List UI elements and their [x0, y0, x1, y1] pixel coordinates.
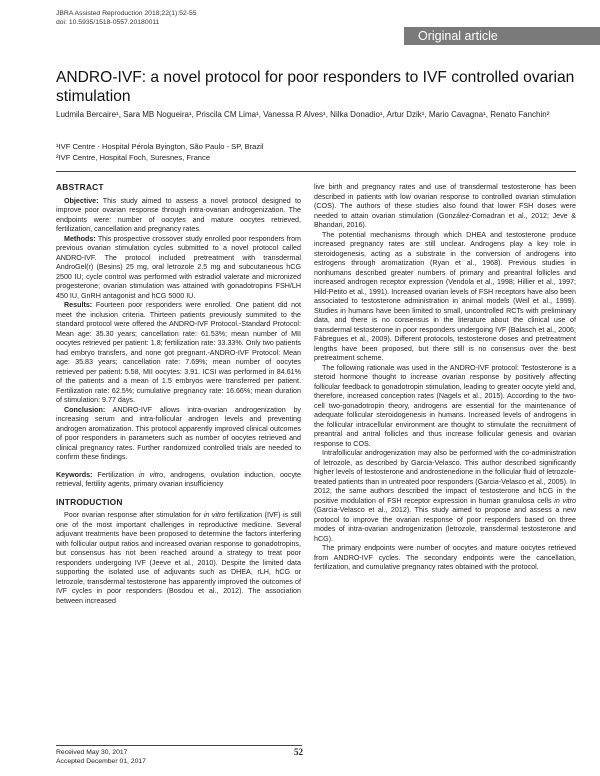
journal-citation: JBRA Assisted Reproduction 2018;22(1):52-55	[56, 10, 197, 17]
methods-text: This prospective crossover study enrolled poor responders from previous ovarian stimulation cycles submitted to a novel protocol called ANDRO-IVF. The protocol included pretreatment with transdermal AndroGel(r) (Besins) 25 mg, oral letrozole 2.5 mg and subcutaneous hCG 2500 IU; cycle control was performed with estradiol valerate and micronized progesterone; ovarian stimulation was attained with gonadotropins FSH/LH 450 IU, GnRH antagonist and hCG 5000 IU.	[56, 234, 301, 300]
header-divider	[56, 171, 576, 172]
introduction-paragraph-1	[56, 511, 301, 606]
affiliation-2: ²IVF Centre, Hospital Foch, Suresnes, France	[56, 152, 211, 162]
left-column	[56, 183, 301, 606]
abstract-heading: ABSTRACT	[56, 182, 104, 192]
methods-label: Methods:	[64, 234, 96, 243]
author-list: Ludmila Bercaire¹, Sara MB Nogueira¹, Priscila CM Lima¹, Vanessa R Alves¹, Nilka Donadio¹, Artur Dzik¹, Mario Cavagna¹, Renato Fanchin²	[56, 110, 550, 119]
footer-divider	[56, 745, 302, 746]
abstract-objective	[56, 197, 301, 235]
intro-italic: in vitro	[203, 511, 226, 519]
results-label: Results:	[64, 301, 93, 309]
keywords-pre: Fertilization	[97, 470, 140, 479]
abstract-conclusion	[56, 406, 301, 463]
journal-header	[56, 9, 197, 27]
received-dates	[56, 748, 146, 766]
conclusion-text: ANDRO-IVF allows intra-ovarian androgenization by increasing serum and intra-follicular androgen levels and preventing androgen aromatization. This protocol apparently improved clinical outcomes of poor responders in parameters such as number of oocytes retrieved and clinical pregnancy rates. Further randomized controlled trials are needed to confirm these findings.	[56, 405, 301, 461]
keywords-italic: in vitro	[139, 470, 164, 479]
p4-italic: in vitro	[554, 496, 576, 505]
introduction-heading: INTRODUCTION	[56, 496, 123, 507]
intro-text-a: Poor ovarian response after stimulation for	[64, 511, 204, 519]
journal-doi: doi: 10.5935/1518-0557.20180011	[56, 19, 160, 26]
right-paragraph-5: The primary endpoints were number of oocytes and mature oocytes retrieved from ANDRO-IVF cycles. The secondary endpoints were the cancellation, fertilization, and cumulative pregnancy rates obtained with the protocol.	[314, 544, 576, 571]
article-type-badge: Original article	[404, 27, 600, 45]
abstract-results	[56, 301, 301, 406]
p4-text-a: Intrafollicular androgenization may also be performed with the co-administration of letrozole, as described by Garcia-Velasco. This author described significantly higher levels of testosterone and androstenedione in the follicular fluid of letrozole-treated patients than in untreated poor responders (Garcia-Velasco et al., 2005). In 2012, the same authors described the impact of testosterone and hCG in the positive modulation of FSH receptor expression in human granulosa cells	[314, 449, 576, 505]
keywords-label: Keywords:	[56, 470, 93, 479]
keywords-post: , androgens, ovulation induction, oocyte retrieval, fertility agents, primary ovarian insufficiency	[56, 470, 301, 488]
affiliation-1: ¹IVF Centre - Hospital Pérola Byington, São Paulo - SP, Brazil	[56, 142, 264, 151]
page-number: 52	[294, 747, 303, 757]
right-paragraph-3: The following rationale was used in the ANDRO-IVF protocol: Testosterone is a steroid hormone thought to increase ovarian response by positively affecting follicular feedback to gonadotropin stimulation, leading to greater oocyte yield and, therefore, increased conception rates (Nagels et al., 2015). According to the two-cell two-gonadotropin theory, androgens are essential for the maintenance of adequate follicular steroidogenesis in humans. Increased levels of androgens in the follicular intracellular environment are thought to stimulate the recruitment of preantral and antral follicles and thus increase follicular genesis and ovarian response to COS.	[314, 363, 576, 448]
objective-text: This study aimed to assess a novel protocol designed to improve poor ovarian response through intra-ovarian androgenization. The endpoints were: number of oocytes and mature oocytes retrieved, fertilization, cancellation and pregnancy rates.	[56, 196, 301, 233]
right-column	[314, 183, 576, 573]
conclusion-label: Conclusion:	[64, 405, 106, 414]
objective-label: Objective:	[64, 196, 99, 205]
intro-text-b: fertilization (IVF) is still one of the most important challenges in reproductive medicine. Several adjuvant treatments have been proposed to determine the factors interfering with follicular output ratios and increased ovarian response to gonadotropins, but consensus has not been reached around a strategy to treat poor responders undergoing IVF (Jeeve et al., 2010). Despite the limited data supporting the isolated use of adjuvants such as DHEA, rLH, hCG or letrozole, transdermal testosterone has apparently improved the outcomes of IVF cycles in poor responders (Bosdou et al., 2012). The association between increased	[56, 511, 301, 605]
p4-text-b: (Garcia-Velasco et al., 2012). This study aimed to propose and assess a new protocol to improve the ovarian response of poor responders based on three modes of intra-ovarian androgenization (letrozole, transdermal testosterone and hCG).	[314, 506, 576, 543]
received-date: Received May 30, 2017	[56, 749, 128, 756]
accepted-date: Accepted December 01, 2017	[56, 758, 146, 765]
abstract-methods	[56, 235, 301, 302]
results-text: Fourteen poor responders were enrolled. One patient did not meet the inclusion criteria. Thirteen patients previously summited to the standard protocol were offered the ANDRO-IVF Protocol.-Standard Protocol: Mean age: 35.30 years; cancellation rate: 61.53%; mean number of MII oocytes retrieved per patient: 1.8; fertilization rate: 33.33%. Only two patients had embryo transfers, and none got pregnant.-ANDRO-IVF Protocol: Mean age: 35.83 years; cancellation rate: 7.69%; mean number of oocytes retrieved per patient: 5.58, MII oocytes: 3.91. ICSI was performed in 84.61% of the patients and a mean of 1.5 embryos were transferred per patient. Fertilization rate: 62.5%; cumulative pregnancy rate: 16.66%; mean duration of stimulation: 9.77 days.	[56, 301, 302, 404]
right-paragraph-1: live birth and pregnancy rates and use of transdermal testosterone has been described in patients with low ovarian response to controlled ovarian stimulation (COS). The authors of these studies also found that lower FSH doses were needed to attain ovarian stimulation (González-Comadran et al., 2012; Jeve & Bhandari, 2016).	[314, 183, 576, 229]
affiliations	[56, 142, 576, 163]
article-title: ANDRO-IVF: a novel protocol for poor responders to IVF controlled ovarian stimulation	[56, 69, 575, 105]
right-paragraph-4	[314, 449, 576, 544]
keywords	[56, 471, 301, 490]
right-paragraph-2: The potential mechanisms through which DHEA and testosterone produce increased pregnancy rates are still unclear. Androgens play a key role in steroidogenesis, acting as a substrate in the conversion of androgens into estrogens through aromatization (Ryan et al., 1968). Previous studies in nonhumans described greater numbers of primary and preantral follicles and increased androgen receptor expression (Vendola et al., 1998; Hillier et al., 1997; Hild-Petito et al., 1991). Increased ovarian levels of FSH receptors have also been associated to testosterone administration in animal models (Weil et al., 1999). Studies in humans have been limited to small, uncontrolled RCTs with preliminary data, and there is no consensus in the literature about the clinical use of transdermal testosterone in poor responders undergoing IVF (Balasch et al., 2006; Fábregues et al., 2009). Different protocols, testosterone doses and pretreatment lengths have been proposed, but there still is no consensus over the best pretreatment scheme.	[314, 230, 576, 362]
